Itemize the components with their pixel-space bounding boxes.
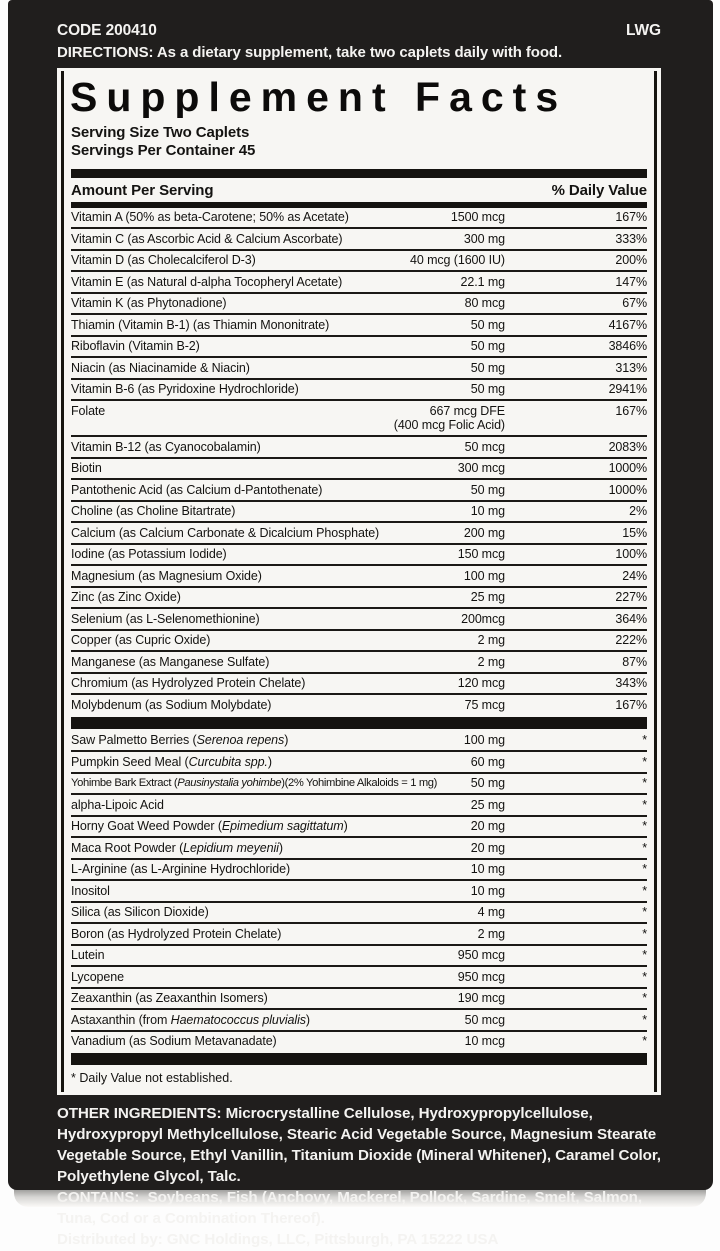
daily-value: *	[642, 905, 647, 920]
table-row	[71, 399, 647, 435]
contains-line	[57, 1188, 661, 1230]
ingredient-name: Vitamin K (as Phytonadione)	[71, 296, 227, 311]
ingredient-amount: 200mcg	[461, 611, 505, 626]
table-row	[71, 650, 647, 672]
contains-text: Soybeans, Fish (Anchovy, Mackerel, Pollock, Sardine, Smelt, Salmon, Tuna, Cod or a Combination Thereof).	[57, 1188, 642, 1227]
daily-value: *	[642, 991, 647, 1006]
ingredient-name: Riboflavin (Vitamin B-2)	[71, 339, 200, 354]
ingredient-amount: 50 mg	[470, 382, 505, 397]
table-row	[71, 249, 647, 271]
ingredient-name: Maca Root Powder (Lepidium meyenii)	[71, 840, 283, 855]
ingredient-amount: 667 mcg DFE (400 mcg Folic Acid)	[393, 403, 505, 433]
table-row	[71, 227, 647, 249]
daily-value: 24%	[622, 568, 647, 583]
ingredient-amount: 50 mg	[470, 482, 505, 497]
ingredient-amount: 22.1 mg	[460, 274, 505, 289]
ingredient-amount: 50 mg	[470, 317, 505, 332]
section-divider	[71, 1053, 647, 1065]
daily-value: 167%	[615, 210, 647, 225]
ingredient-name: Magnesium (as Magnesium Oxide)	[71, 568, 262, 583]
ingredient-name: Lycopene	[71, 969, 124, 984]
ingredient-amount: 190 mcg	[457, 991, 505, 1006]
daily-value: 227%	[615, 590, 647, 605]
daily-value: *	[642, 948, 647, 963]
ingredient-amount: 10 mg	[470, 862, 505, 877]
table-row	[71, 543, 647, 565]
table-row	[71, 922, 647, 944]
vitamins-minerals-table	[71, 208, 647, 715]
daily-value: 67%	[622, 296, 647, 311]
daily-value: 100%	[615, 547, 647, 562]
table-row	[71, 500, 647, 522]
ingredient-name: Folate	[71, 403, 106, 418]
distributed-by-line: Distributed by: GNC Holdings, LLC, Pittsburgh, PA 15222 USA	[57, 1230, 499, 1248]
product-code: CODE 200410	[57, 22, 157, 39]
ingredient-amount: 300 mg	[463, 231, 505, 246]
table-row	[71, 772, 647, 794]
ingredient-name: Pumpkin Seed Meal (Curcubita spp.)	[71, 754, 272, 769]
daily-value: 2%	[629, 504, 647, 519]
daily-value: 1000%	[608, 482, 647, 497]
ingredient-name: alpha-Lipoic Acid	[71, 797, 164, 812]
ingredient-name: Vitamin D (as Cholecalciferol D-3)	[71, 253, 256, 268]
daily-value: 167%	[615, 697, 647, 712]
table-row	[71, 1008, 647, 1030]
daily-value: 343%	[615, 676, 647, 691]
directions-line	[57, 44, 661, 61]
ingredient-amount: 100 mg	[463, 733, 505, 748]
daily-value-footnote: * Daily Value not established.	[71, 1071, 233, 1086]
ingredient-name: Inositol	[71, 883, 110, 898]
ingredient-name: Silica (as Silicon Dioxide)	[71, 905, 209, 920]
daily-value: 222%	[615, 633, 647, 648]
ingredient-amount: 50 mg	[470, 776, 505, 791]
table-row	[71, 313, 647, 335]
table-row	[71, 478, 647, 500]
table-row	[71, 815, 647, 837]
ingredient-amount: 120 mcg	[457, 676, 505, 691]
table-row	[71, 901, 647, 923]
ingredient-name: L-Arginine (as L-Arginine Hydrochloride)	[71, 862, 291, 877]
ingredient-name: Zinc (as Zinc Oxide)	[71, 590, 181, 605]
daily-value: *	[642, 840, 647, 855]
ingredient-name: Vitamin B-6 (as Pyridoxine Hydrochloride)	[71, 382, 299, 397]
other-ingredients-label: OTHER INGREDIENTS:	[57, 1105, 222, 1123]
table-row	[71, 208, 647, 228]
ingredient-name: Vanadium (as Sodium Metavanadate)	[71, 1034, 277, 1049]
ingredient-name: Yohimbe Bark Extract (Pausinystalia yohimbe)(2% Yohimbine Alkaloids = 1 mg)	[71, 777, 438, 790]
ingredient-amount: 60 mg	[470, 754, 505, 769]
ingredient-name: Molybdenum (as Sodium Molybdate)	[71, 697, 272, 712]
daily-value: *	[642, 797, 647, 812]
daily-value: *	[642, 883, 647, 898]
ingredient-amount: 950 mcg	[457, 969, 505, 984]
ingredient-name: Manganese (as Manganese Sulfate)	[71, 654, 270, 669]
daily-value: 2083%	[608, 439, 647, 454]
table-row	[71, 987, 647, 1009]
ingredient-name: Vitamin A (50% as beta-Carotene; 50% as Acetate)	[71, 210, 349, 225]
contains-label: CONTAINS:	[57, 1188, 140, 1206]
ingredient-amount: 25 mg	[470, 797, 505, 812]
ingredient-name: Selenium (as L-Selenomethionine)	[71, 611, 260, 626]
ingredient-amount: 1500 mcg	[450, 210, 505, 225]
table-row	[71, 1030, 647, 1052]
daily-value: 313%	[615, 360, 647, 375]
supplement-label	[8, 0, 713, 1248]
ingredient-amount: 150 mcg	[457, 547, 505, 562]
daily-value: 15%	[622, 525, 647, 540]
daily-value: 167%	[615, 403, 647, 418]
servings-per-container: Servings Per Container 45	[71, 142, 256, 160]
daily-value: *	[642, 733, 647, 748]
table-row	[71, 586, 647, 608]
table-row	[71, 356, 647, 378]
ingredient-amount: 75 mcg	[464, 697, 505, 712]
daily-value: 333%	[615, 231, 647, 246]
daily-value: 4167%	[608, 317, 647, 332]
table-row	[71, 607, 647, 629]
ingredient-name: Biotin	[71, 461, 102, 476]
divider-thick	[71, 169, 647, 178]
daily-value: 1000%	[608, 461, 647, 476]
other-ingredients-text: Microcrystalline Cellulose, Hydroxypropylcellulose, Hydroxypropyl Methylcellulose, Stearic Acid Vegetable Source, Magnesium Stearate Vegetable Source, Ethyl Vanillin, Titanium Dioxide (Mineral Whitener), Caramel Color, Polyethylene Glycol, Talc.	[57, 1105, 661, 1185]
ingredient-amount: 2 mg	[477, 654, 505, 669]
daily-value: *	[642, 969, 647, 984]
daily-value: 87%	[622, 654, 647, 669]
daily-value: *	[642, 776, 647, 791]
daily-value: *	[642, 862, 647, 877]
table-row	[71, 521, 647, 543]
ingredient-name: Pantothenic Acid (as Calcium d-Pantothenate)	[71, 482, 323, 497]
ingredient-name: Boron (as Hydrolyzed Protein Chelate)	[71, 926, 282, 941]
table-row	[71, 944, 647, 966]
directions-label: DIRECTIONS:	[57, 44, 154, 61]
ingredient-amount: 50 mg	[470, 360, 505, 375]
ingredient-amount: 2 mg	[477, 926, 505, 941]
daily-value: 200%	[615, 253, 647, 268]
serving-size: Serving Size Two Caplets	[71, 124, 250, 141]
ingredient-amount: 50 mg	[470, 339, 505, 354]
ingredient-name: Zeaxanthin (as Zeaxanthin Isomers)	[71, 991, 268, 1006]
daily-value: 3846%	[608, 339, 647, 354]
table-row	[71, 292, 647, 314]
table-row	[71, 270, 647, 292]
ingredient-amount: 25 mg	[470, 590, 505, 605]
ingredient-amount: 50 mcg	[464, 1012, 505, 1027]
table-row	[71, 693, 647, 715]
ingredient-amount: 20 mg	[470, 840, 505, 855]
label-footer	[8, 1104, 713, 1251]
ingredient-name: Lutein	[71, 948, 105, 963]
table-row	[71, 793, 647, 815]
ingredient-name: Vitamin B-12 (as Cyanocobalamin)	[71, 439, 261, 454]
ingredient-name: Astaxanthin (from Haematococcus pluvialis)	[71, 1012, 310, 1027]
table-row	[71, 672, 647, 694]
ingredient-amount: 300 mcg	[457, 461, 505, 476]
ingredient-amount: 950 mcg	[457, 948, 505, 963]
daily-value: *	[642, 926, 647, 941]
table-row	[71, 858, 647, 880]
daily-value: 2941%	[608, 382, 647, 397]
daily-value: *	[642, 1034, 647, 1049]
ingredient-name: Horny Goat Weed Powder (Epimedium sagittatum)	[71, 819, 348, 834]
table-header	[71, 178, 647, 202]
ingredient-amount: 80 mcg	[464, 296, 505, 311]
table-row	[71, 564, 647, 586]
daily-value: 364%	[615, 611, 647, 626]
ingredient-name: Thiamin (Vitamin B-1) (as Thiamin Mononitrate)	[71, 317, 330, 332]
ingredient-amount: 10 mg	[470, 504, 505, 519]
ingredient-amount: 50 mcg	[464, 439, 505, 454]
table-row	[71, 435, 647, 457]
table-row	[71, 836, 647, 858]
ingredient-name: Chromium (as Hydrolyzed Protein Chelate)	[71, 676, 306, 691]
ingredient-name: Niacin (as Niacinamide & Niacin)	[71, 360, 250, 375]
section-divider	[71, 717, 647, 729]
ingredient-amount: 200 mg	[463, 525, 505, 540]
table-row	[71, 965, 647, 987]
ingredient-name: Vitamin E (as Natural d-alpha Tocopheryl Acetate)	[71, 274, 343, 289]
daily-value: *	[642, 819, 647, 834]
ingredient-amount: 10 mg	[470, 883, 505, 898]
ingredient-name: Calcium (as Calcium Carbonate & Dicalcium Phosphate)	[71, 525, 380, 540]
herbal-blend-table	[71, 731, 647, 1052]
ingredient-amount: 4 mg	[477, 905, 505, 920]
ingredient-name: Choline (as Choline Bitartrate)	[71, 504, 236, 519]
ingredient-name: Copper (as Cupric Oxide)	[71, 633, 211, 648]
ingredient-name: Iodine (as Potassium Iodide)	[71, 547, 227, 562]
table-row	[71, 731, 647, 751]
table-row	[71, 750, 647, 772]
other-ingredients-line	[57, 1104, 661, 1188]
daily-value: 147%	[615, 274, 647, 289]
daily-value-header: % Daily Value	[551, 181, 647, 199]
ingredient-name: Vitamin C (as Ascorbic Acid & Calcium Ascorbate)	[71, 231, 343, 246]
ingredient-amount: 10 mcg	[464, 1034, 505, 1049]
table-row	[71, 378, 647, 400]
table-row	[71, 879, 647, 901]
ingredient-amount: 20 mg	[470, 819, 505, 834]
amount-per-serving-header: Amount Per Serving	[71, 181, 214, 199]
table-row	[71, 457, 647, 479]
daily-value: *	[642, 754, 647, 769]
directions-text: As a dietary supplement, take two caplets daily with food.	[156, 44, 563, 61]
table-row	[71, 629, 647, 651]
supplement-facts-panel	[57, 68, 661, 1095]
daily-value: *	[642, 1012, 647, 1027]
ingredient-amount: 100 mg	[463, 568, 505, 583]
ingredient-amount: 40 mcg (1600 IU)	[410, 253, 505, 268]
panel-title: Supplement Facts	[70, 77, 568, 118]
table-row	[71, 335, 647, 357]
lot-code: LWG	[626, 22, 661, 39]
ingredient-name: Saw Palmetto Berries (Serenoa repens)	[71, 733, 289, 748]
ingredient-amount: 2 mg	[477, 633, 505, 648]
label-top-area	[8, 0, 713, 61]
